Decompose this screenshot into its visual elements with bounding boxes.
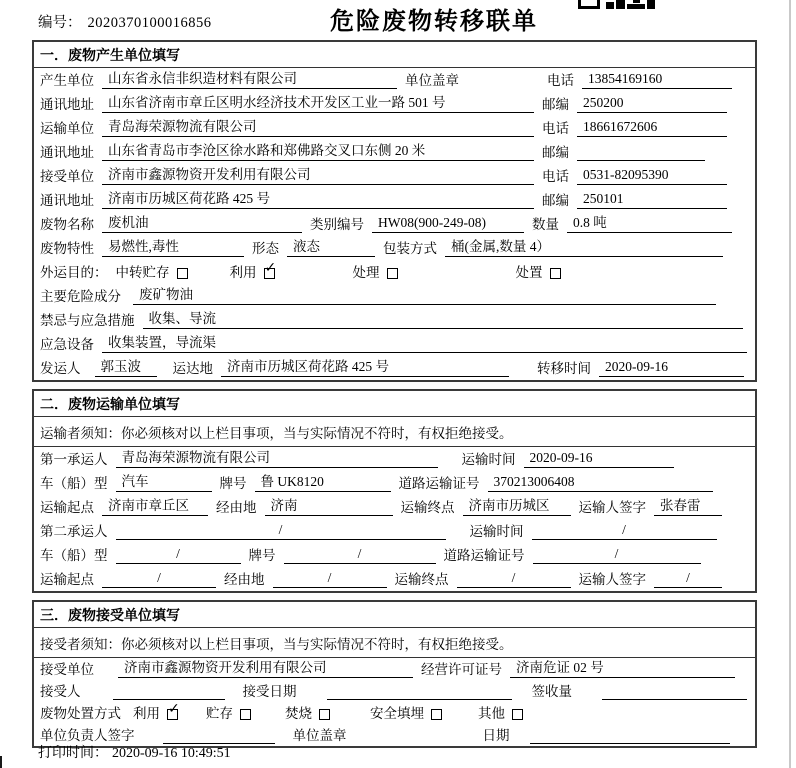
checkbox — [116, 264, 188, 281]
field-value: 液态 — [287, 238, 375, 257]
field-label: 数量 — [532, 217, 559, 232]
spacer — [454, 539, 470, 540]
field-label: 电话 — [542, 169, 569, 184]
field-label: 运输人签字 — [578, 572, 646, 587]
field-value: 0.8 吨 — [567, 214, 732, 233]
checkbox-label: 安全填埋 — [370, 706, 424, 721]
form-section — [32, 600, 757, 748]
field-value: 济南市鑫源物资开发利用有限公司 — [102, 166, 534, 185]
form-row — [34, 308, 755, 332]
checkbox-label: 处理 — [352, 265, 380, 280]
checkbox-label: 贮存 — [206, 706, 233, 721]
field-label: 签收量 — [531, 684, 572, 699]
spacer — [446, 467, 462, 468]
field-label: 单位盖章 — [405, 73, 459, 88]
checkbox — [229, 260, 277, 281]
spacer — [442, 721, 478, 722]
field-label: 运输时间 — [469, 524, 524, 539]
print-time-value: 2020-09-16 10:49:51 — [112, 746, 231, 761]
field-label: 外运目的： — [40, 265, 108, 280]
field-label: 车（船）型 — [40, 548, 108, 563]
field-value: 废机油 — [102, 214, 302, 233]
field-label: 经由地 — [216, 500, 257, 515]
blank-field — [530, 726, 730, 744]
checkbox-box — [264, 260, 277, 279]
form-row — [34, 140, 755, 164]
form-row — [34, 260, 755, 284]
spacer — [467, 88, 547, 89]
field-value: 济南市历城区荷花路 425 号 — [102, 190, 534, 209]
print-time — [38, 742, 231, 762]
checkbox-label: 处置 — [515, 265, 543, 280]
doc-number — [38, 11, 212, 32]
form-row — [34, 92, 755, 116]
check-icon: ✓ — [264, 260, 277, 276]
checkbox-box — [167, 701, 180, 720]
checkbox-label: 利用 — [229, 265, 257, 280]
blank-field — [113, 682, 225, 700]
field-value: 山东省青岛市李沧区徐水路和郑佛路交叉口东侧 20 米 — [102, 142, 534, 161]
spacer — [275, 280, 353, 281]
qr-block — [633, 0, 640, 3]
field-label: 单位盖章 — [292, 728, 347, 743]
field-label: 日期 — [482, 728, 510, 743]
qr-block — [616, 0, 625, 9]
form-row — [34, 495, 755, 519]
field-label: 接受单位 — [40, 169, 94, 184]
checkbox — [353, 264, 398, 281]
field-value: 收集装置，导流渠 — [102, 334, 747, 353]
field-label: 电话 — [547, 73, 574, 88]
spacer — [188, 280, 230, 281]
checkbox-box — [240, 709, 251, 720]
field-value: 370213006408 — [488, 473, 713, 492]
field-label: 单位负责人签字 — [40, 728, 135, 743]
checkbox-label: 中转贮存 — [115, 265, 170, 280]
field-label: 车（船）型 — [40, 476, 108, 491]
field-value: 桶(金属,数量 4） — [445, 238, 723, 257]
field-value: 汽车 — [116, 473, 212, 492]
notice-text: 运输者须知：你必须核对以上栏目事项，当与实际情况不符时，有权拒绝接受。 — [34, 417, 755, 447]
field-value: 济南市鑫源物资开发利用有限公司 — [118, 659, 413, 678]
checkbox-label: 利用 — [133, 706, 160, 721]
blank-field — [327, 682, 512, 700]
field-value: 易燃性,毒性 — [102, 238, 244, 257]
field-label: 运输单位 — [40, 121, 94, 136]
checkbox-box — [431, 709, 442, 720]
field-value: 济南市章丘区 — [102, 497, 208, 516]
qr-block — [606, 2, 614, 9]
form-row — [34, 116, 755, 140]
field-label: 运输起点 — [40, 572, 94, 587]
field-label: 运输终点 — [394, 572, 449, 587]
form-section — [32, 40, 757, 382]
field-value: / — [102, 569, 216, 588]
spacer — [517, 376, 537, 377]
field-value: 2020-09-16 — [599, 358, 744, 377]
field-value: 青岛海荣源物流有限公司 — [116, 449, 438, 468]
spacer — [355, 743, 483, 744]
field-label: 运达地 — [172, 361, 213, 376]
field-label: 运输终点 — [400, 500, 455, 515]
form-row — [34, 680, 755, 702]
page-title: 危险废物转移联单 — [330, 8, 538, 35]
field-value: 13854169160 — [582, 70, 732, 89]
qr-block — [627, 4, 645, 9]
field-label: 牌号 — [219, 476, 247, 491]
field-value: 2020-09-16 — [524, 449, 674, 468]
blank-field — [602, 682, 747, 700]
blank-field — [577, 143, 705, 161]
field-label: 邮编 — [542, 193, 569, 208]
field-value: / — [284, 545, 436, 564]
section-header: 一．废物产生单位填写 — [34, 42, 755, 68]
field-value: 废矿物油 — [133, 286, 716, 305]
field-value: 250200 — [577, 94, 727, 113]
check-icon: ✓ — [168, 701, 180, 717]
field-label: 牌号 — [248, 548, 276, 563]
form-row — [34, 332, 755, 356]
checkbox — [133, 701, 180, 722]
field-label: 道路运输证号 — [443, 548, 525, 563]
form-row — [34, 68, 755, 92]
field-label: 形态 — [252, 241, 279, 256]
form-row — [34, 519, 755, 543]
form-row — [34, 356, 755, 380]
field-label: 废物处置方式 — [40, 706, 121, 721]
doc-number-label: 编号： — [38, 15, 82, 31]
field-value: 张春雷 — [654, 497, 722, 516]
field-value: 收集、导流 — [143, 310, 743, 329]
form-row — [34, 471, 755, 495]
spacer — [580, 699, 602, 700]
field-value: / — [654, 569, 722, 588]
field-label: 运输时间 — [461, 452, 516, 467]
qr-code-fragment-icon — [578, 0, 656, 10]
field-label: 发运人 — [40, 361, 81, 376]
spacer — [520, 699, 532, 700]
checkbox — [370, 705, 442, 722]
field-label: 废物特性 — [40, 241, 94, 256]
field-value: 0531-82095390 — [577, 166, 727, 185]
field-value: / — [532, 521, 717, 540]
field-value: / — [273, 569, 387, 588]
field-label: 废物名称 — [40, 217, 94, 232]
field-label: 邮编 — [542, 97, 569, 112]
field-value: HW08(900-249-08) — [372, 214, 524, 233]
spacer — [233, 699, 243, 700]
field-value: 18661672606 — [577, 118, 727, 137]
field-value: 济南市历城区 — [463, 497, 571, 516]
field-value: / — [533, 545, 701, 564]
spacer — [178, 721, 206, 722]
form-row — [34, 188, 755, 212]
field-label: 运输人签字 — [578, 500, 646, 515]
checkbox — [516, 264, 561, 281]
field-value: 250101 — [577, 190, 727, 209]
field-value: 山东省永信非织造材料有限公司 — [102, 70, 397, 89]
page-edge — [789, 0, 791, 768]
spacer — [89, 699, 113, 700]
qr-block — [578, 6, 600, 9]
spacer — [305, 699, 327, 700]
form-row — [34, 212, 755, 236]
spacer — [251, 721, 285, 722]
field-label: 电话 — [542, 121, 569, 136]
field-value: 青岛海荣源物流有限公司 — [102, 118, 534, 137]
field-label: 产生单位 — [40, 73, 94, 88]
checkbox-box — [319, 709, 330, 720]
print-time-label: 打印时间： — [38, 746, 108, 761]
field-label: 第一承运人 — [40, 452, 108, 467]
field-label: 运输起点 — [40, 500, 94, 515]
form-row — [34, 658, 755, 680]
form-row — [34, 567, 755, 591]
field-value: / — [116, 545, 241, 564]
field-label: 主要危险成分 — [40, 289, 121, 304]
field-label: 类别编号 — [310, 217, 364, 232]
section-header: 二．废物运输单位填写 — [34, 391, 755, 417]
spacer — [165, 376, 173, 377]
form-row — [34, 284, 755, 308]
field-label: 接受单位 — [40, 662, 94, 677]
spacer — [398, 280, 516, 281]
field-value: 鲁 UK8120 — [255, 473, 391, 492]
field-label: 接受日期 — [242, 684, 297, 699]
checkbox — [285, 705, 330, 722]
field-value: 济南危证 02 号 — [510, 659, 735, 678]
checkbox-label: 其他 — [478, 706, 505, 721]
field-label: 转移时间 — [537, 361, 591, 376]
form-section — [32, 389, 757, 593]
checkbox-box — [550, 268, 561, 279]
form-row — [34, 447, 755, 471]
field-value: 济南市历城区荷花路 425 号 — [221, 358, 509, 377]
field-label: 经营许可证号 — [421, 662, 502, 677]
field-label: 邮编 — [542, 145, 569, 160]
field-label: 经由地 — [224, 572, 265, 587]
notice-text: 接受者须知：你必须核对以上栏目事项，当与实际情况不符时，有权拒绝接受。 — [34, 628, 755, 658]
field-label: 通讯地址 — [40, 193, 94, 208]
manifest-form — [32, 40, 757, 748]
spacer — [330, 721, 370, 722]
checkbox-box — [177, 268, 188, 279]
qr-block — [647, 0, 655, 9]
field-label: 道路运输证号 — [398, 476, 480, 491]
section-header: 三．废物接受单位填写 — [34, 602, 755, 628]
checkbox — [206, 705, 251, 722]
checkbox-label: 焚烧 — [285, 706, 312, 721]
field-value: 山东省济南市章丘区明水经济技术开发区工业一路 501 号 — [102, 94, 534, 113]
field-value: 济南 — [265, 497, 393, 516]
field-value: 郭玉波 — [95, 358, 157, 377]
field-label: 第二承运人 — [40, 524, 108, 539]
scan-artifact — [0, 756, 2, 768]
form-row — [34, 702, 755, 724]
field-value: / — [116, 521, 446, 540]
form-row — [34, 164, 755, 188]
spacer — [102, 677, 118, 678]
checkbox-box — [512, 709, 523, 720]
field-value: / — [457, 569, 571, 588]
field-label: 应急设备 — [40, 337, 94, 352]
field-label: 禁忌与应急措施 — [40, 313, 135, 328]
form-row — [34, 236, 755, 260]
checkbox-box — [387, 268, 398, 279]
doc-number-value: 2020370100016856 — [87, 15, 212, 31]
spacer — [518, 743, 530, 744]
field-label: 通讯地址 — [40, 97, 94, 112]
field-label: 包装方式 — [383, 241, 437, 256]
checkbox — [478, 705, 523, 722]
field-label: 接受人 — [40, 684, 81, 699]
field-label: 通讯地址 — [40, 145, 94, 160]
spacer — [283, 743, 293, 744]
form-row — [34, 543, 755, 567]
